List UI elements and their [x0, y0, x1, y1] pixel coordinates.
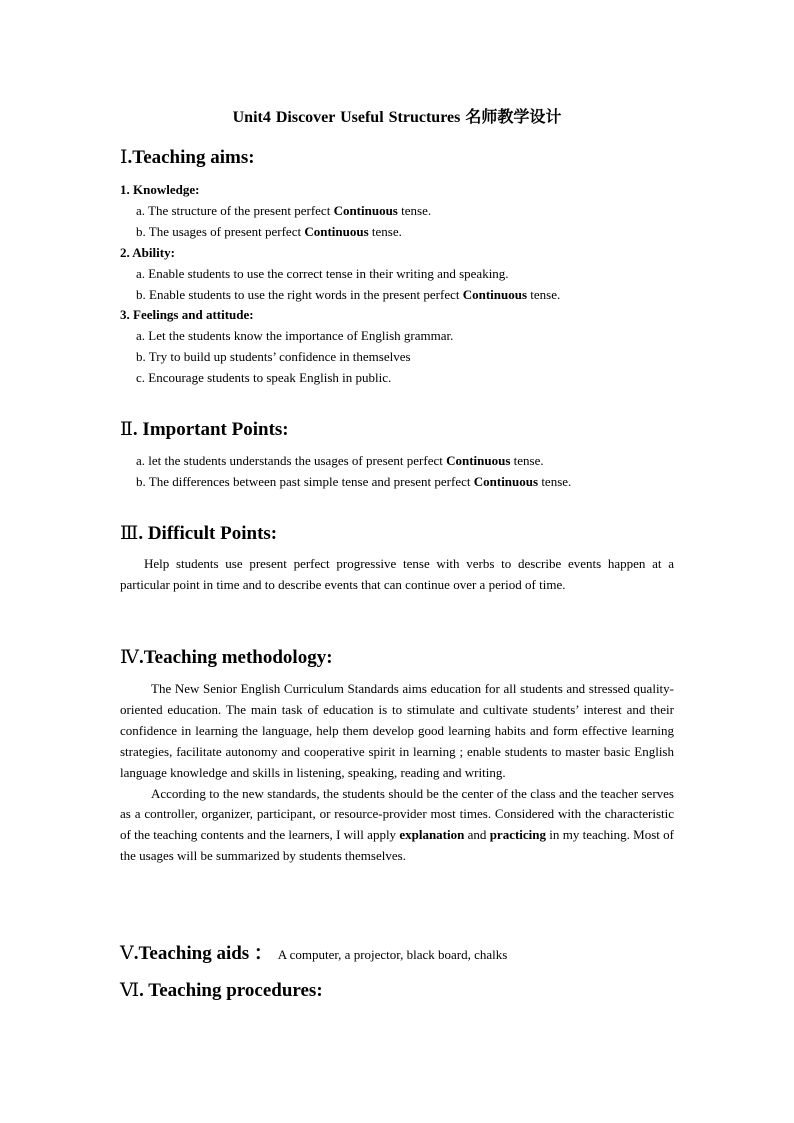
section-number: Ⅱ	[120, 419, 133, 440]
section-number: Ⅴ	[120, 943, 134, 964]
item-emphasis: Continuous	[462, 287, 528, 302]
paragraph-text: Help students use present perfect progressive tense with verbs to describe events happen at a particular point in time and to describe events that can continue over a period of time.	[120, 556, 674, 592]
paragraph	[120, 679, 674, 867]
paragraph-emphasis: practicing	[489, 827, 547, 843]
subheading-feelings: 3. Feelings and attitude:	[120, 307, 254, 322]
section-title: . Important Points:	[132, 419, 289, 440]
item-emphasis: Continuous	[446, 453, 511, 468]
section-heading-teaching-aims	[120, 146, 255, 169]
item-emphasis: Continuous	[333, 203, 398, 218]
list-item: a. Enable students to use the correct tense in their writing and speaking.	[136, 266, 509, 281]
list-item	[136, 471, 571, 492]
teaching-aids-list: A computer, a projector, black board, chalks	[277, 947, 508, 962]
section-title: .Teaching aids ：	[133, 943, 273, 964]
paragraph-run: According to the new standards, the students should be the center of the class and the teacher serves as a controller, organizer, participant, or resource-provider most times. Considered with the characteristic of the teaching contents and the learners, I will apply	[120, 785, 674, 843]
item-text: b. Enable students to use the right words in the present perfect	[136, 287, 463, 302]
list-item: a. Let the students know the importance of English grammar.	[136, 328, 454, 343]
item-text: b. The differences between past simple tense and present perfect	[136, 474, 474, 489]
paragraph-emphasis: explanation	[399, 827, 465, 843]
page-title: Unit4 Discover Useful Structures 名师教学设计	[232, 109, 562, 126]
item-text: tense.	[527, 287, 561, 302]
list-item	[136, 284, 560, 305]
subheading-knowledge: 1. Knowledge:	[120, 182, 200, 197]
section-title: . Difficult Points:	[138, 523, 278, 544]
paragraph-text	[120, 784, 674, 868]
section-title: .Teaching aims:	[127, 147, 255, 168]
item-text: tense.	[538, 474, 572, 489]
item-text: tense.	[368, 224, 402, 239]
section-heading-teaching-methodology	[120, 646, 333, 669]
list-item	[136, 200, 431, 221]
section-title: .Teaching methodology:	[138, 647, 333, 668]
paragraph-text: The New Senior English Curriculum Standards aims education for all students and stressed quality-oriented education. The main task of education is to stimulate and cultivate students’ interest and their confidence in learning the language, help them develop good learning habits and form effective learning strategies, facilitate autonomy and cooperative spirit in learning ; enable students to master basic English language knowledge and skills in listening, speaking, reading and writing.	[120, 681, 674, 780]
section-title: . Teaching procedures:	[139, 980, 323, 1001]
item-text: b. The usages of present perfect	[136, 224, 305, 239]
list-item	[136, 221, 402, 242]
section-number: Ⅵ	[120, 980, 140, 1001]
item-text: tense.	[397, 203, 432, 218]
subheading-ability: 2. Ability:	[120, 245, 175, 260]
paragraph	[120, 554, 674, 596]
section-number: Ⅲ	[120, 523, 139, 544]
section-heading-teaching-procedures	[120, 979, 323, 1002]
item-emphasis: Continuous	[304, 224, 369, 239]
section-heading-difficult-points	[120, 522, 277, 545]
paragraph-run: and	[464, 827, 490, 843]
item-text: tense.	[510, 453, 544, 468]
item-text: a. let the students understands the usages of present perfect	[136, 453, 447, 468]
item-emphasis: Continuous	[473, 474, 539, 489]
item-text: a. The structure of the present perfect	[136, 203, 334, 218]
list-item: c. Encourage students to speak English in public.	[136, 370, 392, 385]
section-heading-important-points	[120, 418, 289, 441]
paragraph-run: in my teaching. Most of the usages will be summarized by students themselves.	[120, 827, 674, 864]
section-heading-teaching-aids	[120, 938, 507, 965]
list-item: b. Try to build up students’ confidence in themselves	[136, 349, 411, 364]
section-number: Ⅰ	[120, 147, 128, 168]
list-item	[136, 450, 544, 471]
section-number: Ⅳ	[120, 647, 139, 668]
